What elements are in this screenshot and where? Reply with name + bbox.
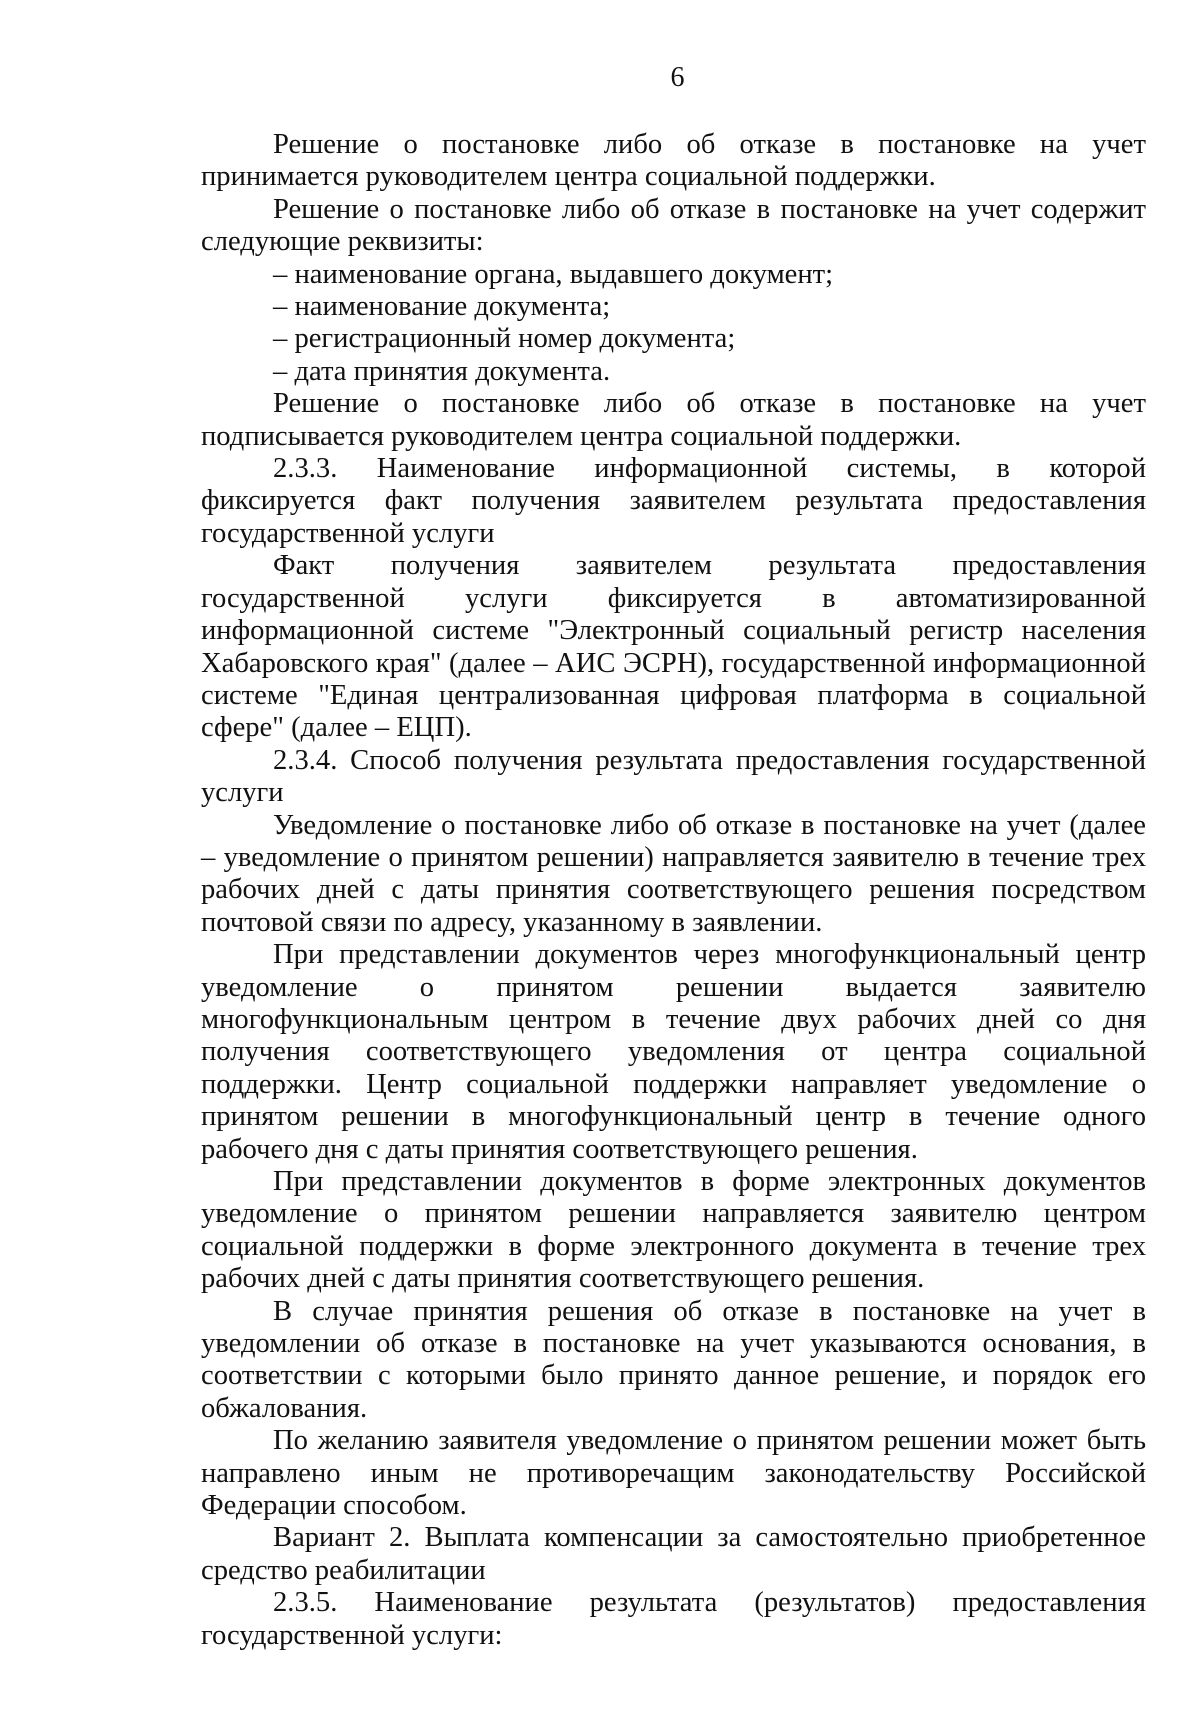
list-item: – регистрационный номер документа;	[273, 323, 736, 355]
section-heading: 2.3.4. Способ получения результата предоставления государственной услуги	[201, 744, 1146, 809]
paragraph: По желанию заявителя уведомление о принятом решении может быть направлено иным не противоречащим законодательству Российской Федерации способом.	[201, 1425, 1146, 1522]
paragraph: При представлении документов в форме электронных документов уведомление о принятом решении направляется заявителю центром социальной поддержки в форме электронного документа в течение трех рабочих дней с даты принятия соответствующего решения.	[201, 1166, 1146, 1295]
paragraph: Уведомление о постановке либо об отказе в постановке на учет (далее – уведомление о принятом решении) направляется заявителю в течение трех рабочих дней с даты принятия соответствующего решения посредством почтовой связи по адресу, указанному в заявлении.	[201, 809, 1146, 938]
list-item: – наименование документа;	[273, 291, 611, 323]
section-heading: 2.3.3. Наименование информационной системы, в которой фиксируется факт получения заявителем результата предоставления государственной услуги	[201, 453, 1146, 549]
paragraph: В случае принятия решения об отказе в постановке на учет в уведомлении об отказе в постановке на учет указываются основания, в соответствии с которыми было принято данное решение, и порядок его обжалования.	[201, 1295, 1146, 1424]
paragraph: Факт получения заявителем результата предоставления государственной услуги фиксируется в автоматизированной информационной системе "Электронный социальный регистр населения Хабаровского края" (далее – АИС ЭСРН), государственной информационной системе "Единая централизованная цифровая платформа в социальной сфере" (далее – ЕЦП).	[201, 550, 1146, 744]
section-heading: 2.3.5. Наименование результата (результатов) предоставления государственной услуги:	[201, 1587, 1146, 1651]
document-body	[201, 129, 1146, 1652]
paragraph: Решение о постановке либо об отказе в постановке на учет принимается руководителем центра социальной поддержки.	[201, 129, 1146, 193]
variant-heading: Вариант 2. Выплата компенсации за самостоятельно приобретенное средство реабилитации	[201, 1522, 1146, 1586]
paragraph: При представлении документов через многофункциональный центр уведомление о принятом решении выдается заявителю многофункциональным центром в течение двух рабочих дней со дня получения соответствующего уведомления от центра социальной поддержки. Центр социальной поддержки направляет уведомление о принятом решении в многофункциональный центр в течение одного рабочего дня с даты принятия соответствующего решения.	[201, 939, 1146, 1165]
paragraph: Решение о постановке либо об отказе в постановке на учет содержит следующие реквизиты:	[201, 193, 1146, 258]
paragraph: Решение о постановке либо об отказе в постановке на учет подписывается руководителем центра социальной поддержки.	[201, 388, 1146, 452]
page-number: 6	[670, 62, 685, 93]
list-item: – наименование органа, выдавшего документ;	[273, 258, 834, 290]
list-item: – дата принятия документа.	[273, 355, 611, 387]
